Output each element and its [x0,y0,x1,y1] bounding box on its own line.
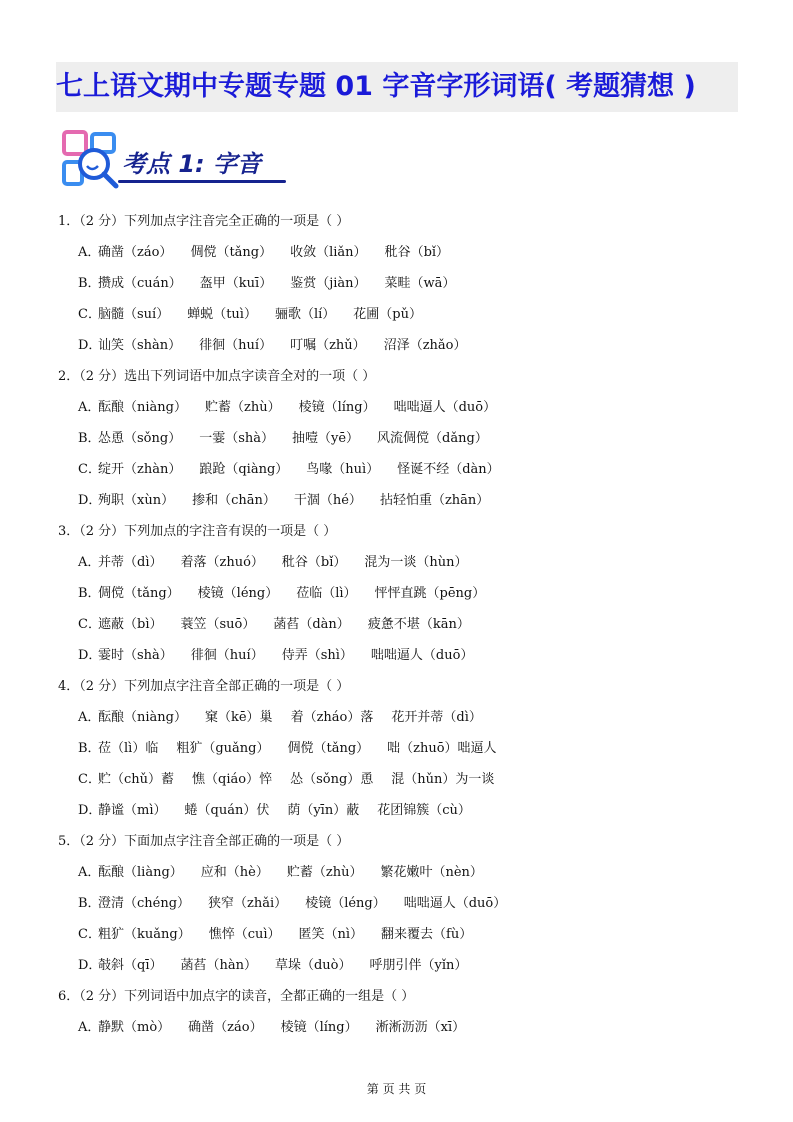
option-word: 讪笑（shàn） [98,338,182,353]
option-a[interactable] [58,237,758,268]
option-label: B． [78,276,101,291]
option-word: 粗犷（guǎng） [176,741,270,756]
option-label: A． [78,865,101,880]
option-word: 叮嘱（zhǔ） [290,338,366,353]
question-list [58,206,758,1043]
option-word: 憔（qiáo）悴 [192,772,273,787]
question-stem: 1．（2 分）下列加点字注音完全正确的一项是（ ） [58,214,350,229]
option-word: 并蒂（dì） [98,555,163,570]
option-word: 徘徊（huí） [190,648,264,663]
option-label: C． [78,307,101,322]
option-label: C． [78,617,101,632]
option-d[interactable] [58,795,758,826]
question-6 [58,981,758,1043]
option-word: 窠（kē）巢 [204,710,273,725]
option-word: 呼朋引伴（yǐn） [369,958,468,973]
option-word: 咄咄逼人（duō） [403,896,507,911]
option-word: 咄咄逼人（duō） [393,400,497,415]
option-word: 沼泽（zhǎo） [383,338,467,353]
question-2 [58,361,758,516]
option-label: A． [78,1020,101,1035]
option-word: 棱镜（líng） [280,1020,358,1035]
option-b[interactable] [58,578,758,609]
option-word: 草垛（duò） [274,958,352,973]
option-word: 菜畦（wā） [384,276,456,291]
section-label: 考点 1: 字音 [122,150,262,178]
option-word: 澄清（chéng） [98,896,191,911]
option-word: 花圃（pǔ） [353,307,422,322]
option-word: 秕谷（bǐ） [281,555,347,570]
option-a[interactable] [58,857,758,888]
option-word: 倜傥（tǎng） [190,245,273,260]
option-word: 棱镜（léng） [197,586,279,601]
option-a[interactable] [58,1012,758,1043]
option-word: 骊歌（lí） [274,307,336,322]
option-b[interactable] [58,733,758,764]
option-word: 匿笑（nì） [298,927,364,942]
option-word: 盔甲（kuī） [199,276,273,291]
option-c[interactable] [58,454,758,485]
option-word: 倜傥（tǎng） [98,586,180,601]
option-word: 风流倜傥（dǎng） [377,431,488,446]
question-stem: 6．（2 分）下列词语中加点字的读音，全都正确的一组是（ ） [58,989,415,1004]
option-word: 拈轻怕重（zhān） [379,493,490,508]
option-word: 酝酿（niàng） [98,710,187,725]
option-word: 怂（sǒng）恿 [290,772,374,787]
option-c[interactable] [58,764,758,795]
option-word: 踉跄（qiàng） [199,462,289,477]
option-word: 抽噎（yē） [292,431,360,446]
option-word: 收敛（liǎn） [290,245,367,260]
option-word: 干涸（hé） [293,493,362,508]
option-label: D． [78,958,102,973]
option-d[interactable] [58,485,758,516]
section-badge [62,130,292,192]
option-word: 繁花嫩叶（nèn） [380,865,483,880]
option-label: D． [78,338,102,353]
option-word: 酝酿（liàng） [98,865,183,880]
question-stem: 3．（2 分）下列加点的字注音有误的一项是（ ） [58,524,337,539]
option-a[interactable] [58,392,758,423]
option-word: 菡萏（dàn） [273,617,350,632]
option-label: C． [78,772,101,787]
question-5 [58,826,758,981]
option-d[interactable] [58,640,758,671]
option-label: A． [78,710,101,725]
option-word: 棱镜（léng） [305,896,386,911]
option-word: 粗犷（kuǎng） [98,927,191,942]
option-word: 混（hǔn）为一谈 [391,772,495,787]
option-word: 着落（zhuó） [180,555,264,570]
option-d[interactable] [58,950,758,981]
option-word: 狭窄（zhǎi） [208,896,288,911]
option-word: 酝酿（niàng） [98,400,187,415]
option-word: 鉴赏（jiàn） [290,276,367,291]
question-stem: 5．（2 分）下面加点字注音全部正确的一项是（ ） [58,834,350,849]
option-word: 莅（lì）临 [98,741,159,756]
option-word: 确凿（záo） [188,1020,263,1035]
option-word: 应和（hè） [200,865,269,880]
question-1 [58,206,758,361]
option-word: 殉职（xùn） [98,493,175,508]
option-c[interactable] [58,919,758,950]
option-label: B． [78,896,101,911]
option-c[interactable] [58,299,758,330]
page-title: 七上语文期中专题专题 01 字音字形词语( 考题猜想 ) [56,71,696,102]
option-label: C． [78,462,101,477]
option-d[interactable] [58,330,758,361]
option-word: 混为一谈（hùn） [364,555,468,570]
option-word: 绽开（zhàn） [98,462,182,477]
section-underline [118,180,286,183]
option-word: 静谧（mì） [98,803,167,818]
option-label: C． [78,927,101,942]
option-word: 攲斜（qī） [98,958,163,973]
option-word: 鸟喙（huì） [306,462,380,477]
title-banner [56,62,738,112]
question-4 [58,671,758,826]
option-word: 掺和（chān） [192,493,276,508]
option-word: 秕谷（bǐ） [384,245,450,260]
option-label: B． [78,586,101,601]
option-word: 淅淅沥沥（xī） [375,1020,466,1035]
option-word: 怂恿（sǒng） [98,431,182,446]
question-stem: 2．（2 分）选出下列词语中加点字读音全对的一项（ ） [58,369,376,384]
option-b[interactable] [58,423,758,454]
option-word: 贮蓄（zhù） [286,865,363,880]
question-3 [58,516,758,671]
option-label: A． [78,400,101,415]
option-word: 咄咄逼人（duō） [370,648,474,663]
option-word: 蝉蜕（tuì） [187,307,257,322]
option-word: 确凿（záo） [98,245,173,260]
option-word: 霎时（shà） [98,648,173,663]
option-label: B． [78,431,101,446]
option-word: 徘徊（huí） [199,338,273,353]
option-b[interactable] [58,888,758,919]
option-label: A． [78,245,101,260]
option-word: 棱镜（líng） [298,400,376,415]
option-word: 倜傥（tǎng） [287,741,370,756]
option-label: B． [78,741,101,756]
option-word: 憔悴（cuì） [208,927,281,942]
option-word: 蜷（quán）伏 [184,803,270,818]
option-label: D． [78,803,102,818]
option-word: 花团锦簇（cù） [377,803,471,818]
option-word: 脑髓（suí） [98,307,170,322]
option-word: 一霎（shà） [199,431,274,446]
option-label: A． [78,555,101,570]
option-label: D． [78,648,102,663]
option-word: 荫（yīn）蔽 [287,803,360,818]
option-word: 着（zháo）落 [290,710,374,725]
question-stem: 4．（2 分）下列加点字注音全部正确的一项是（ ） [58,679,350,694]
option-c[interactable] [58,609,758,640]
option-word: 侍弄（shì） [281,648,353,663]
option-a[interactable] [58,702,758,733]
option-word: 贮蓄（zhù） [204,400,281,415]
option-word: 遮蔽（bì） [98,617,163,632]
option-word: 贮（chǔ）蓄 [98,772,175,787]
option-word: 咄（zhuō）咄逼人 [387,741,497,756]
option-word: 菡萏（hàn） [180,958,257,973]
option-word: 花开并蒂（dì） [391,710,482,725]
page-footer: 第 页 共 页 [366,1082,427,1096]
option-a[interactable] [58,547,758,578]
option-word: 攒成（cuán） [98,276,182,291]
option-word: 静默（mò） [98,1020,171,1035]
option-word: 蓑笠（suō） [180,617,256,632]
option-label: D． [78,493,102,508]
option-b[interactable] [58,268,758,299]
option-word: 怦怦直跳（pēng） [374,586,486,601]
magnifier-icon [62,130,120,190]
option-word: 疲惫不堪（kān） [367,617,470,632]
option-word: 莅临（lì） [296,586,357,601]
option-word: 怪诞不经（dàn） [397,462,500,477]
option-word: 翻来覆去（fù） [381,927,473,942]
